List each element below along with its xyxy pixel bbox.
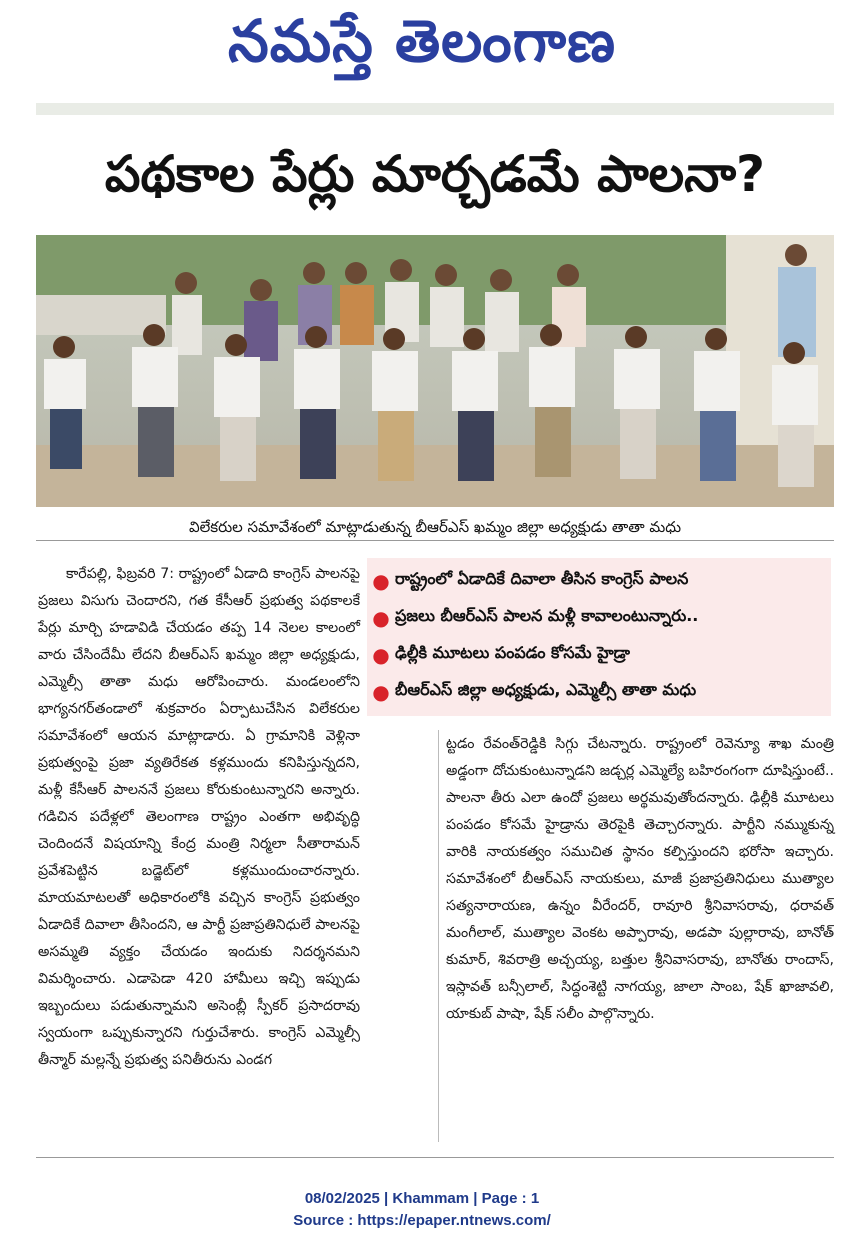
highlight-text: బీఆర్ఎస్ జిల్లా అధ్యక్షుడు, ఎమ్మెల్సీ తాతా మధు [395,680,697,699]
photo-caption: విలేకరుల సమావేశంలో మాట్లాడుతున్న బీఆర్ఎస్ ఖమ్మం జిల్లా అధ్యక్షుడు తాతా మధు [36,513,834,541]
masthead [0,0,844,100]
newspaper-title: నమస్తే తెలంగాణ [228,7,616,75]
bottom-divider [36,1157,834,1158]
highlight-text: ఢిల్లీకి మూటలు పంపడం కోసమే హైడ్రా [395,643,630,662]
highlight-item [367,599,831,636]
bullet-icon: ● [372,605,390,630]
news-photo [36,235,834,507]
page-footer [0,1188,844,1232]
bullet-icon: ● [372,642,390,667]
article-text-left: కారేపల్లి, ఫిబ్రవరి 7: రాష్ట్రంలో ఏడాది కాంగ్రెస్ పాలనపై ప్రజలు విసుగు చెందారని, గత కేసీఆర్ ప్రభుత్వ పథకాలకే పేర్లు మార్చి హడావిడి చేయడం తప్ప 14 నెలల కాలంలో వారు చేసిందేమీ లేదని బీఆర్ఎస్ ఖమ్మం జిల్లా అధ్యక్షుడు, ఎమ్మెల్సీ తాతా మధు ఆరోపించారు. మండలంలోని భాగ్యనగర్‌తండాలో శుక్రవారం ఏర్పాటుచేసిన విలేకరుల సమావేశంలో ఆయన మాట్లాడారు. ఏ గ్రామానికి వెళ్లినా ప్రభుత్వంపై ప్రజా వ్యతిరేకత కళ్లముందు కనిపిస్తున్నదని, మళ్లీ కేసీఆర్ పాలననే ప్రజలు కోరుకుంటున్నారని అన్నారు. గడిచిన పదేళ్లలో తెలంగాణ రాష్ట్రం ఎంతగా అభివృద్ధి చెందిందనే విషయాన్ని కేంద్ర మంత్రి నిర్మలా సీతారామన్ ప్రవేశపెట్టిన బడ్జెట్‌లో కళ్లముందుంచారన్నారు. మాయమాటలతో అధికారంలోకి వచ్చిన కాంగ్రెస్ ప్రభుత్వం ఏడాదికే దివాలా తీసిందని, ఆ పార్టీ ప్రజాప్రతినిధులే పాలనపై అసమ్మతి వ్యక్తం చేయడం ఇందుకు నిదర్శనమని విమర్శించారు. ఎడాపెడా 420 హామీలు ఇచ్చి ఇప్పుడు ఇబ్బందులు పడుతున్నామని అసెంబ్లీ స్పీకర్ ప్రసాదరావు స్వయంగా ఒప్పుకున్నారని గుర్తుచేశారు. కాంగ్రెస్ ఎమ్మెల్సీ తీన్మార్ మల్లన్నే ప్రభుత్వ పనితీరును ఎండగ [38,566,360,1068]
highlight-item [367,673,831,710]
highlight-item [367,562,831,599]
bullet-icon: ● [372,568,390,593]
article-text-right: ట్టడం రేవంత్‌రెడ్డికి సిగ్గు చేటన్నారు. రాష్ట్రంలో రెవెన్యూ శాఖ మంత్రి అడ్డంగా దోచుకుంటున్నాడని జడ్చర్ల ఎమ్మెల్యే బహిరంగంగా దూషిస్తుంటే.. పాలనా తీరు ఎలా ఉందో ప్రజలు అర్థమవుతోందన్నారు. ఢిల్లీకి మూటలు పంపడం కోసమే హైడ్రాను తెరపైకి తెచ్చారన్నారు. పార్టీని నమ్ముకున్న వారికి నాయకత్వం సముచిత స్థానం కల్పిస్తుందని భరోసా ఇచ్చారు. సమావేశంలో బీఆర్ఎస్ నాయకులు, మాజీ ప్రజాప్రతినిధులు ముత్యాల సత్యనారాయణ, ఉన్నం వీరేందర్, రావూరి శ్రీనివాసరావు, ధరావత్ మంగీలాల్, ముత్యాల వెంకట అప్పారావు, అడపా పుల్లారావు, బానోత్ కుమార్, శివరాత్రి అచ్చయ్య, బత్తుల శ్రీనివాసరావు, బానోతు రాందాస్, ఇస్లావత్ బన్సీలాల్, సిద్ధంశెట్టి నాగయ్య, జాలా సాంబ, షేక్ ఖాజావలి, యాకుబ్ పాషా, షేక్ సలీం పాల్గొన్నారు. [446,736,834,1022]
group-photo-illustration [36,235,834,507]
article-column-left [38,561,360,1074]
footer-source-link[interactable]: Source : https://epaper.ntnews.com/ [293,1212,551,1229]
masthead-divider [36,103,834,115]
highlights-box [367,558,831,716]
bullet-icon: ● [372,679,390,704]
highlight-item [367,636,831,673]
article-column-right [446,731,834,1028]
footer-date-page: 08/02/2025 | Khammam | Page : 1 [304,1190,540,1207]
headline: పథకాల పేర్లు మార్చడమే పాలనా? [104,145,766,203]
column-divider [438,730,439,1142]
highlight-text: ప్రజలు బీఆర్ఎస్ పాలన మళ్లీ కావాలంటున్నారు.. [395,606,699,625]
highlight-text: రాష్ట్రంలో ఏడాదికే దివాలా తీసిన కాంగ్రెస్ పాలన [395,569,689,588]
